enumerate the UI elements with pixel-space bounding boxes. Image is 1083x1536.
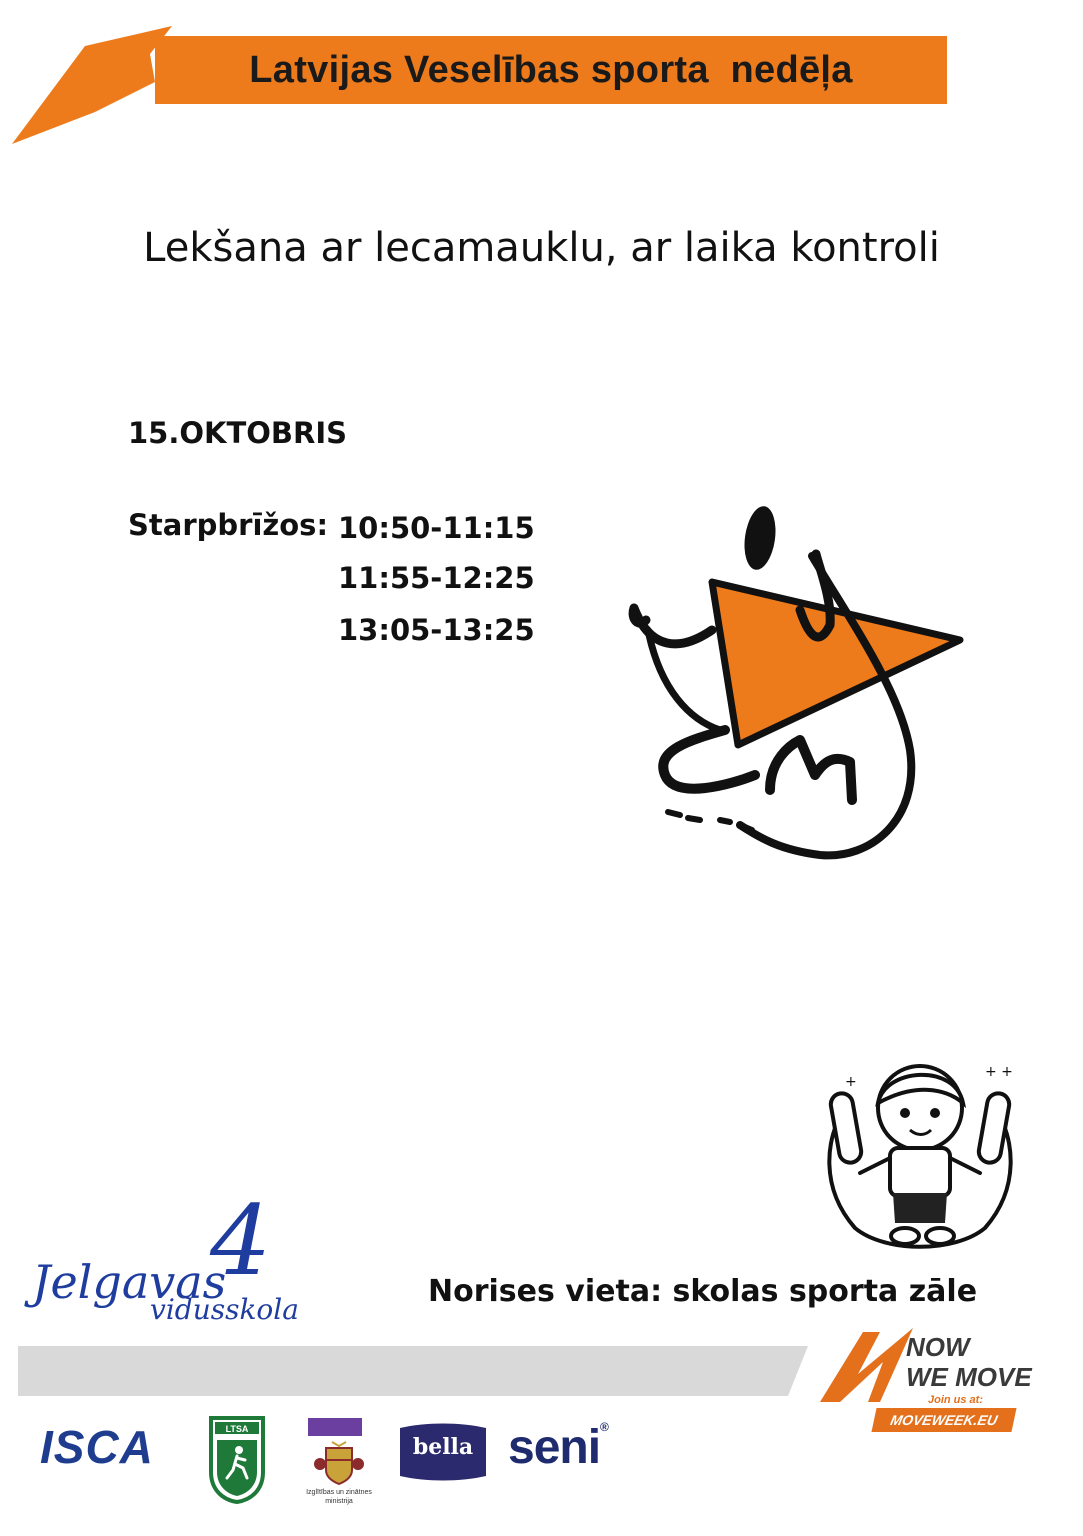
- kid-jump-rope-illustration: [815, 1048, 1025, 1256]
- rope-jumper-illustration: [620, 500, 965, 870]
- moveweek-line1: NOW: [906, 1332, 970, 1362]
- time-slot: 11:55-12:25: [338, 561, 535, 595]
- venue-text: Norises vieta: skolas sporta zāle: [428, 1274, 978, 1309]
- moveweek-url-badge: [871, 1408, 1016, 1432]
- ltsa-label: LTSA: [225, 1424, 249, 1434]
- isca-logo: ISCA: [40, 1421, 154, 1473]
- ltsa-shield-icon: [207, 1412, 267, 1504]
- bella-logo: [396, 1422, 490, 1482]
- svg-text:+ +: + +: [985, 1064, 1013, 1080]
- moveweek-url: MOVEWEEK.EU: [889, 1412, 999, 1428]
- moveweek-logo: [818, 1322, 1048, 1437]
- time-slot: 13:05-13:25: [338, 613, 535, 647]
- breaks-label: Starpbrīžos:: [128, 508, 329, 542]
- school-logo-line1: Jelgavas: [32, 1255, 227, 1309]
- seni-logo: [508, 1420, 608, 1475]
- izm-stripe: [308, 1418, 362, 1436]
- moveweek-line2: WE MOVE: [906, 1362, 1032, 1392]
- izm-logo: [300, 1412, 378, 1522]
- school-logo: [30, 1185, 330, 1330]
- event-date: 15.OKTOBRIS: [128, 416, 348, 450]
- school-logo-number: 4: [210, 1185, 272, 1297]
- banner-title: Latvijas Veselības sporta nedēļa: [249, 48, 853, 91]
- time-slot: 10:50-11:15: [338, 511, 535, 545]
- izm-caption: Izglītības un zinātnes ministrija: [306, 1489, 372, 1505]
- seni-registered-mark: ®: [600, 1420, 608, 1434]
- svg-text:+: +: [845, 1074, 857, 1090]
- latvia-coat-of-arms-icon: [314, 1440, 364, 1486]
- moveweek-join: Join us at:: [928, 1394, 984, 1406]
- footer-bar: [18, 1346, 808, 1396]
- event-title: Lekšana ar lecamauklu, ar laika kontroli: [143, 225, 940, 271]
- school-logo-line2: vidusskola: [150, 1293, 299, 1326]
- bella-label: bella: [412, 1434, 474, 1460]
- banner: [155, 36, 947, 104]
- seni-label: seni: [508, 1421, 601, 1474]
